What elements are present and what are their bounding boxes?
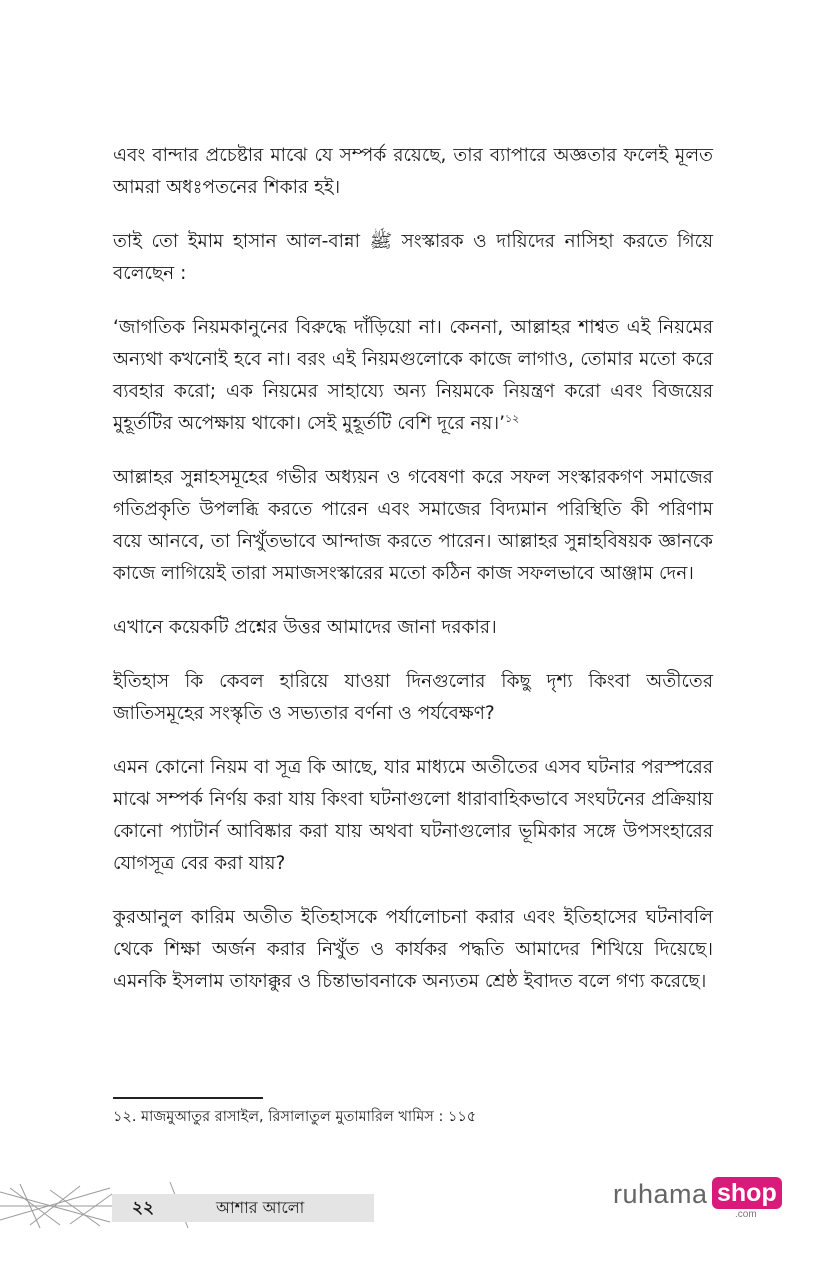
logo-brand: ruhama bbox=[613, 1179, 708, 1209]
logo-domain: .com bbox=[735, 1209, 757, 1220]
paragraph-5: এখানে কয়েকটি প্রশ্নের উত্তর আমাদের জানা দরকার। bbox=[113, 617, 497, 638]
ruhamashop-logo bbox=[613, 1177, 778, 1227]
paragraph-7: এমন কোনো নিয়ম বা সূত্র কি আছে, যার মাধ্যমে অতীতের এসব ঘটনার পরস্পরের মাঝে সম্পর্ক নির্ণয় করা যায় কিংবা ঘটনাগুলো ধারাবাহিকভাবে সংঘটনের প্রক্রিয়ায় কোনো প্যাটার্ন আবিষ্কার করা যায় অথবা ঘটনাগুলোর ভূমিকার সঙ্গে উপসংহারের যোগসূত্র বের করা যায়? bbox=[113, 757, 713, 874]
paragraph-4: আল্লাহর সুন্নাহসমূহের গভীর অধ্যয়ন ও গবেষণা করে সফল সংস্কারকগণ সমাজের গতিপ্রকৃতি উপলব্ধি করতে পারেন এবং সমাজের বিদ্যমান পরিস্থিতি কী পরিণাম বয়ে আনবে, তা নিখুঁতভাবে আন্দাজ করতে পারেন। আল্লাহর সুন্নাহবিষয়ক জ্ঞানকে কাজে লাগিয়েই তারা সমাজসংস্কারের মতো কঠিন কাজ সফলভাবে আঞ্জাম দেন। bbox=[113, 467, 713, 584]
paragraph-6: ইতিহাস কি কেবল হারিয়ে যাওয়া দিনগুলোর কিছু দৃশ্য কিংবা অতীতের জাতিসমূহের সংস্কৃতি ও সভ্যতার বর্ণনা ও পর্যবেক্ষণ? bbox=[113, 671, 713, 724]
paragraph-8: কুরআনুল কারিম অতীত ইতিহাসকে পর্যালোচনা করার এবং ইতিহাসের ঘটনাবলি থেকে শিক্ষা অর্জন করার নিখুঁত ও কার্যকর পদ্ধতি আমাদের শিখিয়ে দিয়েছে। এমনকি ইসলাম তাফাক্কুর ও চিন্তাভাবনাকে অন্যতম শ্রেষ্ঠ ইবাদত বলে গণ্য করেছে। bbox=[113, 907, 713, 992]
paragraph-1: এবং বান্দার প্রচেষ্টার মাঝে যে সম্পর্ক রয়েছে, তার ব্যাপারে অজ্ঞতার ফলেই মূলত আমরা অধঃপতনের শিকার হই। bbox=[113, 145, 713, 198]
footnote-reference: ১২ bbox=[504, 411, 520, 425]
page-body bbox=[113, 140, 713, 1020]
paragraph-2: তাই তো ইমাম হাসান আল-বান্না ﷺ সংস্কারক ও দায়িদের নাসিহা করতে গিয়ে বলেছেন : bbox=[113, 231, 713, 284]
book-title: আশার আলো bbox=[216, 1198, 305, 1217]
quote-paragraph bbox=[113, 312, 713, 440]
quote-text: ‘জাগতিক নিয়মকানুনের বিরুদ্ধে দাঁড়িয়ো না। কেননা, আল্লাহর শাশ্বত এই নিয়মের অন্যথা কখনোই হবে না। বরং এই নিয়মগুলোকে কাজে লাগাও, তোমার মতো করে ব্যবহার করো; এক নিয়মের সাহায্যে অন্য নিয়মকে নিয়ন্ত্রণ করো এবং বিজয়ের মুহূর্তটির অপেক্ষায় থাকো। সেই মুহূর্তটি বেশি দূরে নয়।’ bbox=[113, 317, 713, 434]
footnote-divider bbox=[113, 1097, 263, 1099]
footnote: ১২. মাজমুআতুর রাসাইল, রিসালাতুল মুতামারিল খামিস : ১১৫ bbox=[113, 1109, 477, 1125]
page-number: ২২ bbox=[132, 1198, 155, 1218]
logo-shop-badge: shop bbox=[712, 1177, 782, 1209]
